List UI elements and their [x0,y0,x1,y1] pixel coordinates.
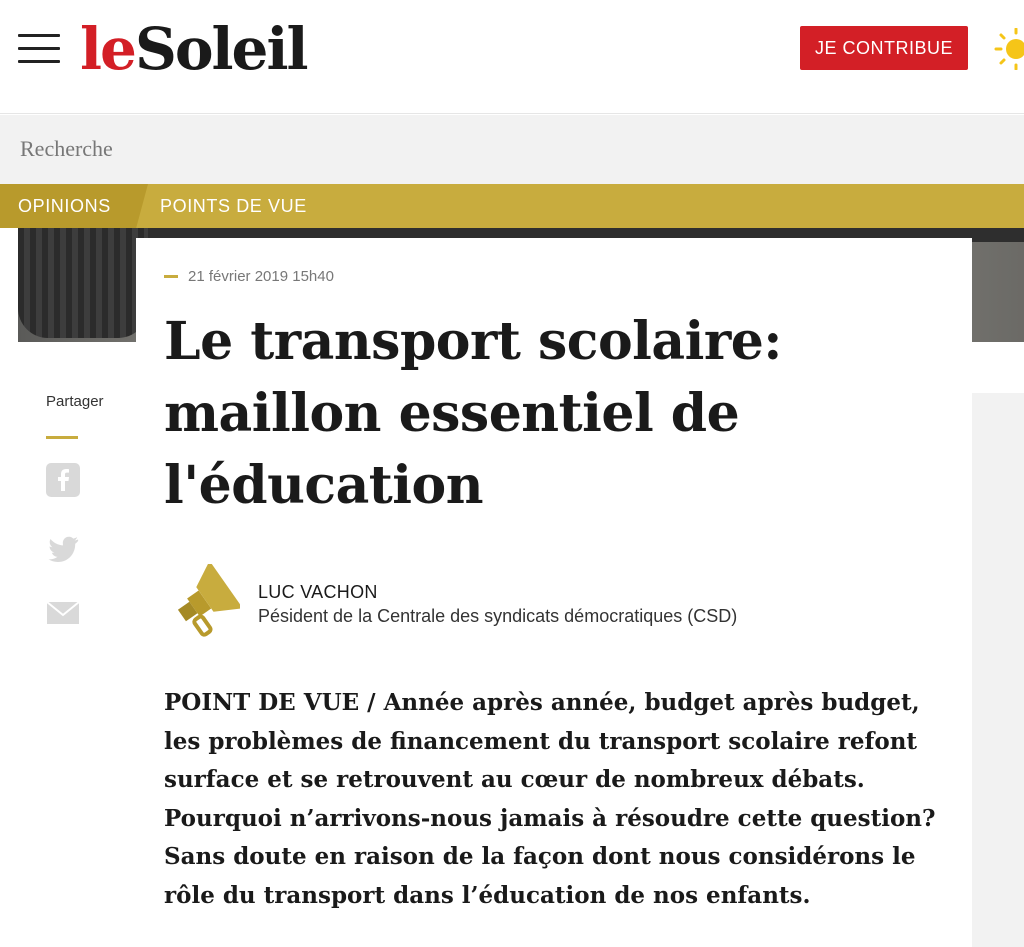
logo-le: le [80,15,135,83]
menu-icon-bar [18,47,60,50]
article-date [164,268,334,285]
section-tab-points-de-vue[interactable]: POINTS DE VUE [160,196,307,216]
logo-soleil: Soleil [134,15,307,83]
menu-icon-bar [18,60,60,63]
contribute-button[interactable]: JE CONTRIBUE [800,26,968,70]
email-icon[interactable] [46,596,80,630]
section-tab-opinions[interactable]: OPINIONS [18,196,111,216]
site-logo[interactable] [80,14,307,84]
section-nav [0,184,1024,228]
facebook-icon[interactable] [46,463,80,497]
article-lead: POINT DE VUE / Année après année, budget après budget, les problèmes de financement du transport scolaire refont surface et se retrouvent au cœur de nombreux débats. Pourquoi n’arrivons-nous jamais à résoudre cette question? Sans doute en raison de la façon dont nous considérons le rôle du transport dans l’éducation de nos enfants. [164,689,936,909]
menu-icon[interactable] [18,34,60,64]
sun-icon[interactable] [992,28,1024,70]
share-divider [46,436,78,439]
megaphone-icon [166,564,240,640]
menu-icon-bar [18,34,60,37]
search-bar [0,115,1024,184]
article-date-text: 21 février 2019 15h40 [188,268,334,285]
date-dash [164,275,178,278]
share-label: Partager [46,393,104,410]
search-input[interactable] [20,133,620,165]
hero-image-tire [18,228,148,338]
right-sidebar [972,393,1024,947]
author-role: Pésident de la Centrale des syndicats démocratiques (CSD) [258,606,738,626]
twitter-icon[interactable] [46,532,80,566]
site-header [0,0,1024,114]
article-title: Le transport scolaire: maillon essentiel de l'éducation [164,311,783,516]
author-name[interactable]: LUC VACHON [258,582,378,602]
